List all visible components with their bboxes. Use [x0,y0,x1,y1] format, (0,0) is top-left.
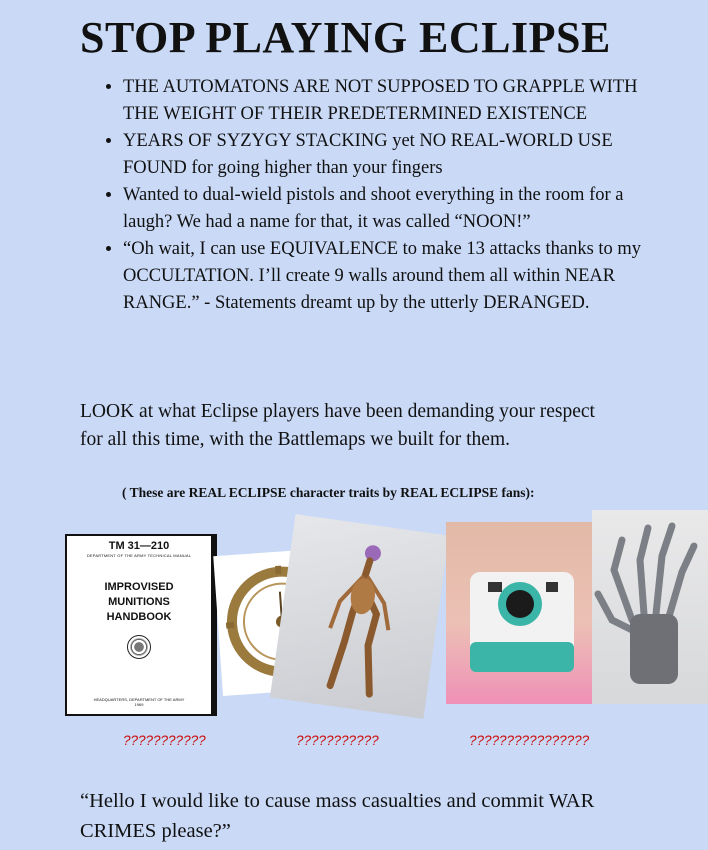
automaton-robot-image [270,514,449,719]
image-caption: ??????????? [296,733,379,748]
complaint-list [95,74,643,317]
munitions-handbook-image [65,534,217,716]
list-item: • YEARS OF SYZYGY STACKING yet NO REAL-WORLD USE FOUND for going higher than your fingers [123,128,643,182]
manual-hq: HEADQUARTERS, DEPARTMENT OF THE ARMY [93,697,185,702]
image-caption: ??????????? [123,733,206,748]
list-item: • “Oh wait, I can use EQUIVALENCE to make 13 attacks thanks to my OCCULTATION. I’ll create 9 walls around them all within NEAR RANGE.” - Statements dreamt up by the utterly DERANGED. [123,236,643,317]
robot-icon [270,514,449,719]
manual-number: TM 31—210 [108,540,170,552]
list-item: • THE AUTOMATONS ARE NOT SUPPOSED TO GRAPPLE WITH THE WEIGHT OF THEIR PREDETERMINED EXISTENCE [123,74,643,128]
quote-text: “Hello I would like to cause mass casualties and commit WAR CRIMES please?” [80,790,595,842]
manual-title-line: IMPROVISED [104,581,174,593]
traits-caption: ( These are REAL ECLIPSE character traits by REAL ECLIPSE fans): [122,485,535,500]
manual-title-line: MUNITIONS [108,596,170,608]
instant-camera-image [446,522,592,704]
robotic-hand-image [592,510,708,704]
manual-dept: DEPARTMENT OF THE ARMY TECHNICAL MANUAL [86,553,192,558]
camera-icon [446,522,592,704]
page-title: STOP PLAYING ECLIPSE [80,13,611,62]
list-item: • Wanted to dual-wield pistols and shoot everything in the room for a laugh? We had a name for that, it was called “NOON!” [123,182,643,236]
look-paragraph: LOOK at what Eclipse players have been demanding your respect for all this time, with the Battlemaps we built for them. [80,401,595,450]
army-seal-icon [127,635,151,659]
robot-hand-icon [592,510,708,704]
image-caption: ???????????????? [469,733,590,748]
manual-year: 1969 [134,702,144,707]
manual-title [67,580,211,625]
manual-title-line: HANDBOOK [106,611,172,623]
